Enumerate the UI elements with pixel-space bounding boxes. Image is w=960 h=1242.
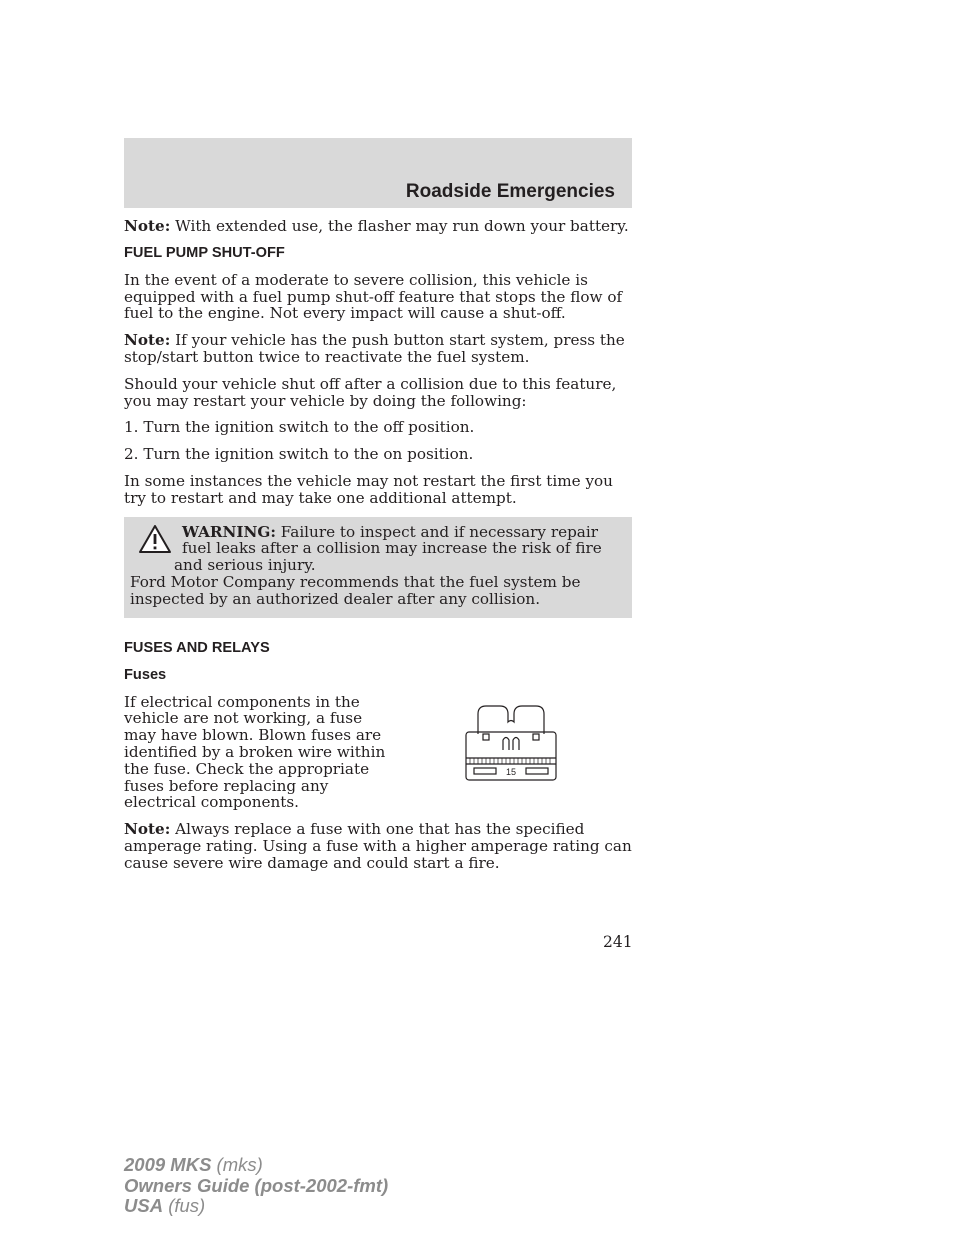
fuel-pump-intro: In the event of a moderate to severe collision, this vehicle is equipped with a fuel pump shut-off feature that stops the flow of fuel to the engine. Not every impact will cause a shut-off. xyxy=(124,270,623,323)
warning-text xyxy=(130,524,624,608)
warning-line2: Ford Motor Company recommends that the fuel system be inspected by an authorized dealer after any collision. xyxy=(130,572,581,608)
note-text: Always replace a fuse with one that has the specified amperage rating. Using a fuse with a higher amperage rating can cause severe wire damage and could start a fire. xyxy=(124,820,632,872)
section-title: Roadside Emergencies xyxy=(405,181,615,202)
fuel-pump-heading: FUEL PUMP SHUT-OFF xyxy=(124,244,285,261)
warning-line1: Failure to inspect and if necessary repair fuel leaks after a collision may increase the risk of fire and serious injury. xyxy=(174,522,602,575)
note-text: If your vehicle has the push button start system, press the stop/start button twice to reactivate the fuel system. xyxy=(124,331,625,366)
footer-line-3 xyxy=(124,1196,388,1217)
blade-fuse-illustration xyxy=(464,704,558,782)
amperage-note xyxy=(124,821,632,871)
fuses-body: If electrical components in the vehicle are not working, a fuse may have blown. Blown fuses are identified by a broken wire within the fuse. Check the appropriate fuses before replacing any electrical components. xyxy=(124,692,386,812)
page-content xyxy=(124,218,632,882)
footer-line-2 xyxy=(124,1176,388,1197)
page-number: 241 xyxy=(603,933,633,951)
warning-box xyxy=(124,517,632,618)
footer-line-1 xyxy=(124,1155,388,1176)
note-label: Note: xyxy=(124,331,171,350)
note-label: Note: xyxy=(124,217,171,235)
restart-step-2: 2. Turn the ignition switch to the on position. xyxy=(124,445,474,464)
warning-first-line xyxy=(130,524,624,574)
document-footer xyxy=(124,1155,388,1217)
footer-model-code: (mks) xyxy=(216,1154,263,1175)
section-header-band xyxy=(124,138,632,208)
footer-market: USA xyxy=(124,1195,164,1216)
fuses-row xyxy=(124,694,632,812)
restart-intro: Should your vehicle shut off after a collision due to this feature, you may restart your vehicle by doing the following: xyxy=(124,374,617,410)
warning-triangle-icon xyxy=(138,524,172,554)
push-button-note xyxy=(124,332,632,366)
warning-label: WARNING: xyxy=(182,522,276,541)
footer-guide: Owners Guide (post-2002-fmt) xyxy=(124,1174,389,1196)
note-text: With extended use, the flasher may run down your battery. xyxy=(175,217,629,235)
footer-model: 2009 MKS xyxy=(124,1154,212,1175)
restart-closing: In some instances the vehicle may not restart the first time you try to restart and may take one additional attempt. xyxy=(124,471,613,507)
footer-market-code: (fus) xyxy=(168,1195,206,1216)
fuse-amperage-label: 15 xyxy=(505,766,517,777)
restart-step-1: 1. Turn the ignition switch to the off position. xyxy=(124,418,475,437)
flasher-note xyxy=(124,218,632,235)
fuses-relays-heading: FUSES AND RELAYS xyxy=(124,639,270,656)
note-label: Note: xyxy=(124,820,171,839)
fuses-subheading: Fuses xyxy=(124,666,167,683)
